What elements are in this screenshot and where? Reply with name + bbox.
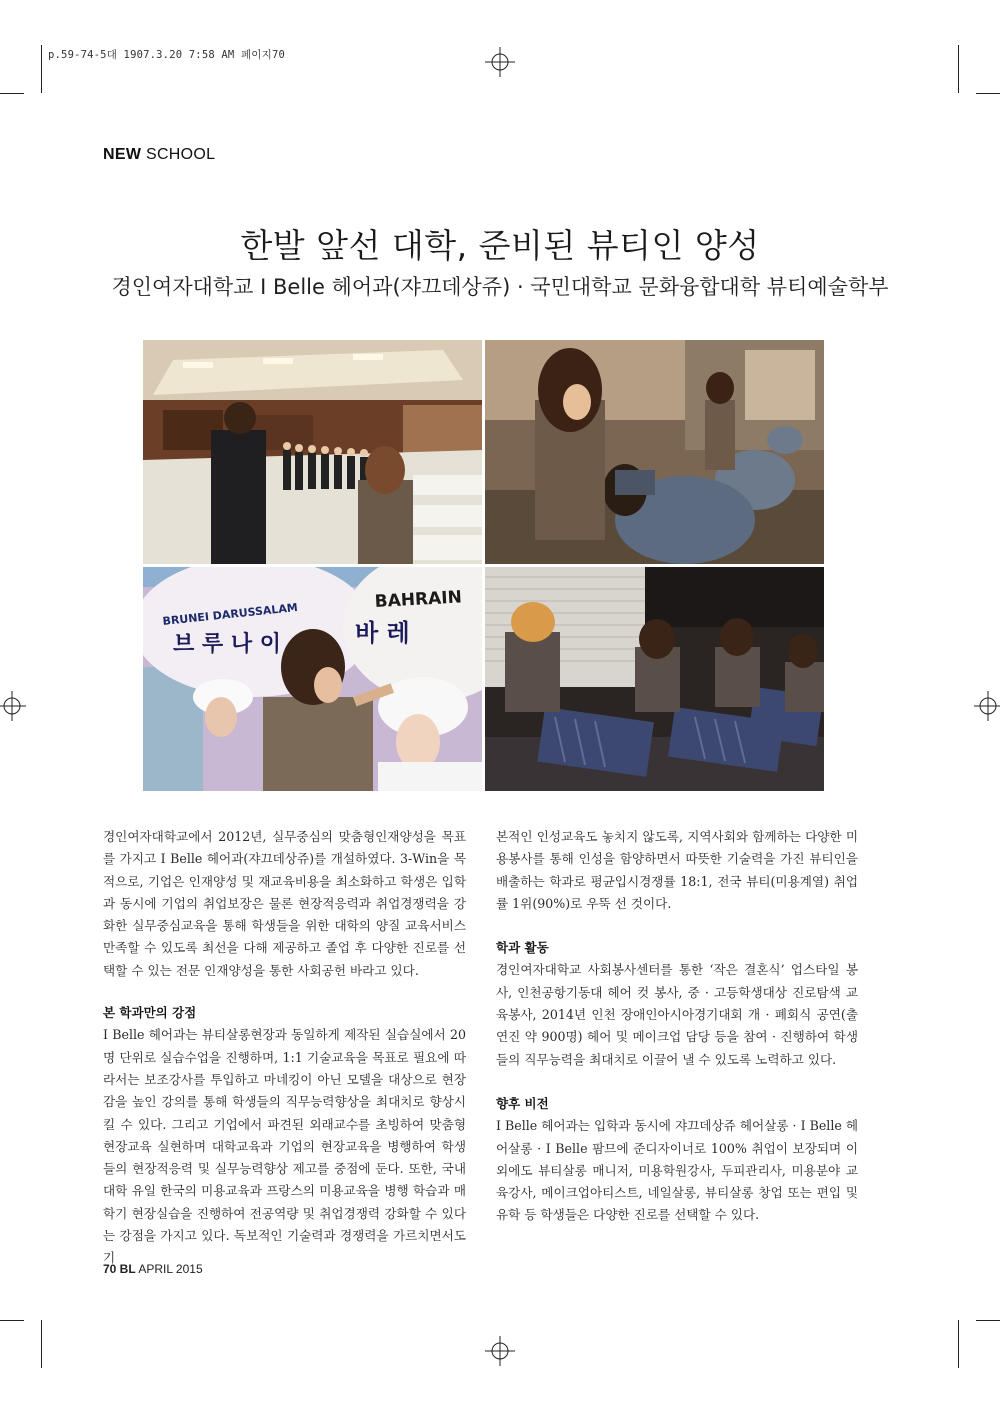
printer-slug: p.59-74-5대 1907.3.20 7:58 AM 페이지70 <box>48 49 286 61</box>
registration-mark-right <box>970 691 1000 721</box>
section-label-rest: SCHOOL <box>141 146 216 163</box>
sign-brunei-ko: 브 루 나 이 <box>173 632 281 657</box>
heading-strengths: 본 학과만의 강점 <box>103 1005 197 1021</box>
crop-mark-bottom-right-v <box>958 1320 959 1368</box>
registration-mark-top <box>485 47 515 77</box>
body-column-right <box>496 826 858 1227</box>
article-title: 한발 앞선 대학, 준비된 뷰티인 양성 <box>240 226 760 265</box>
photo-classroom <box>143 340 482 564</box>
crop-mark-top-right-h <box>976 93 1000 94</box>
heading-vision: 향후 비전 <box>496 1095 549 1111</box>
photo-makeup-performance <box>143 567 482 791</box>
photo-hair-practice <box>485 340 824 564</box>
body-strength-paragraph: I Belle 헤어과는 뷰티살롱현장과 동일하게 제작된 실습실에서 20명 단위로 실습수업을 진행하며, 1:1 기술교육을 목표로 필요에 따라서는 보조강사를 투입하고 마네킹이 아닌 모델을 대상으로 현장감을 높인 강의를 통해 학생들의 직무능력향상을 최대치로 향상시킬 수 있다. 그리고 기업에서 파견된 외래교수를 초빙하여 맞춤형 현장교육 실현하며 대학교육과 기업의 현장교육을 병행하여 학생들의 현장적응력 및 실무능력향상 제고를 중점에 둔다. 또한, 국내 대학 유일 한국의 미용교육과 프랑스의 미용교육을 병행 학습과 매 학기 현장실습을 진행하여 전공역량 및 취업경쟁력 강화할 수 있다는 강점을 가지고 있다. 독보적인 기술력과 경쟁력을 가르치면서도 기 <box>103 1027 466 1266</box>
section-label <box>103 146 215 164</box>
heading-activities: 학과 활동 <box>496 940 549 956</box>
crop-mark-bottom-left-h <box>0 1320 24 1321</box>
crop-mark-top-left-v <box>41 45 42 93</box>
article-subtitle: 경인여자대학교 I Belle 헤어과(쟈끄데상쥬) · 국민대학교 문화융합대학 뷰티예술학부 <box>111 275 889 299</box>
sign-bahrain-en: BAHRAIN <box>374 587 463 612</box>
body-continued-paragraph: 본적인 인성교육도 놓치지 않도록, 지역사회와 함께하는 다양한 미용봉사를 통해 인성을 함양하면서 따뜻한 기술력을 가진 뷰티인을 배출하는 학과로 평균입시경쟁률 18:1, 전국 뷰티(미용계열) 취업률 1위(90%)로 우뚝 선 것이다. <box>496 829 858 911</box>
crop-mark-bottom-left-v <box>41 1320 42 1368</box>
folio-bold: 70 BL <box>103 1262 136 1276</box>
crop-mark-top-left-h <box>0 93 24 94</box>
crop-mark-top-right-v <box>958 45 959 93</box>
registration-mark-bottom <box>485 1336 515 1366</box>
registration-mark-left <box>0 691 30 721</box>
body-activities-paragraph: 경인여자대학교 사회봉사센터를 통한 ‘작은 결혼식’ 업스타일 봉사, 인천공항기동대 헤어 컷 봉사, 중 · 고등학생대상 진로탐색 교육봉사, 2014년 인천 장애인아시아경기대회 개 · 폐회식 공연(출연진 약 900명) 헤어 및 메이크업 담당 등을 참여 · 진행하여 학생들의 직무능력을 최대치로 이끌어 낼 수 있도록 노력하고 있다. <box>496 962 858 1067</box>
sign-brunei-en: BRUNEI DARUSSALAM <box>161 600 299 628</box>
sign-bahrain-ko: 바 레 <box>355 619 410 647</box>
crop-mark-bottom-right-h <box>976 1320 1000 1321</box>
page-folio <box>103 1262 203 1276</box>
section-label-bold: NEW <box>103 146 142 163</box>
folio-rest: APRIL 2015 <box>135 1262 203 1276</box>
body-intro-paragraph: 경인여자대학교에서 2012년, 실무중심의 맞춤형인재양성을 목표를 가지고 I Belle 헤어과(쟈끄데상쥬)를 개설하였다. 3-Win을 목적으로, 기업은 인재양성 및 재교육비용을 최소화하고 학생은 입학과 동시에 기업의 취업보장은 물론 현장적응력과 취업경쟁력을 강화한 실무중심교육을 통해 학생들을 위한 대학의 양질 교육서비스 만족할 수 있도록 최선을 다해 제공하고 졸업 후 다양한 진로를 선택할 수 있는 전문 인재양성을 통한 사회공헌 바라고 있다. <box>103 829 466 978</box>
body-column-left <box>103 826 466 1270</box>
body-vision-paragraph: I Belle 헤어과는 입학과 동시에 쟈끄데상쥬 헤어살롱 · I Belle 헤어살롱 · I Belle 팜므에 준디자이너로 100% 취업이 보장되며 이외에도 뷰티살롱 매니저, 미용학원강사, 두피관리사, 미용분야 교육강사, 메이크업아티스트, 네일살롱, 뷰티살롱 창업 또는 편입 및 유학 등 학생들은 다양한 진로를 선택할 수 있다. <box>496 1118 858 1223</box>
photo-shampoo-station <box>485 567 824 791</box>
